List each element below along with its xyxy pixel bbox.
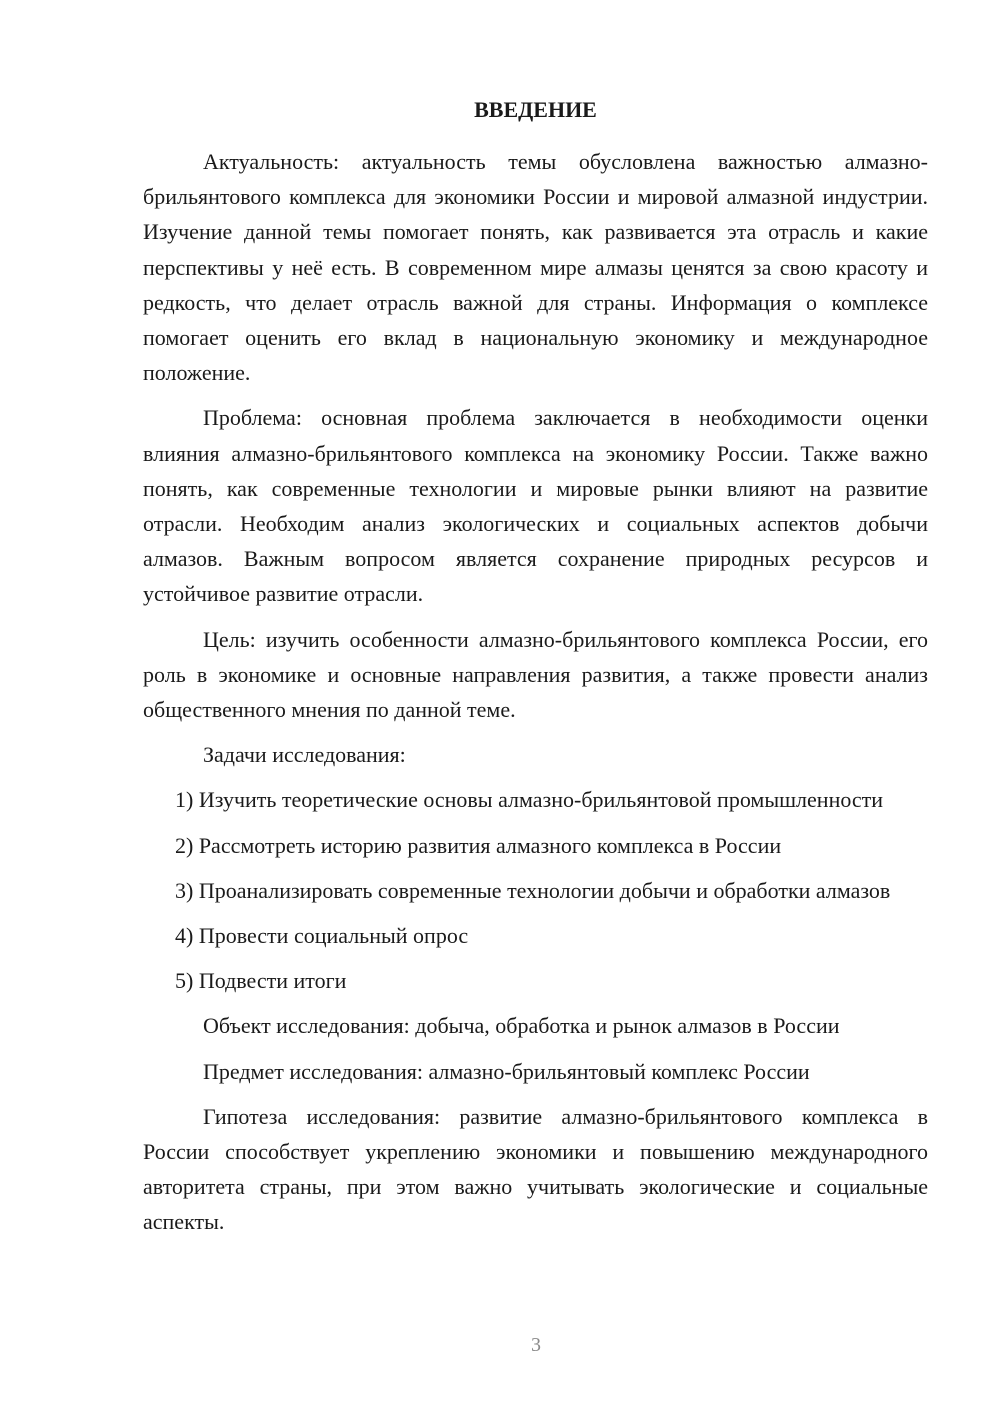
paragraph-goal: Цель: изучить особенности алмазно-брильянтового комплекса России, его роль в экономике и основные направления развития, а также провести анализ общественного мнения по данной теме. xyxy=(143,626,928,723)
section-heading: ВВЕДЕНИЕ xyxy=(474,97,597,122)
research-hypothesis: Гипотеза исследования: развитие алмазно-брильянтового комплекса в России способствует укреплению экономики и повышению международного авторитета страны, при этом важно учитывать экологические и социальные аспекты. xyxy=(143,1103,928,1235)
paragraph-relevance: Актуальность: актуальность темы обусловлена важностью алмазно-брильянтового комплекса для экономики России и мировой алмазной индустрии. Изучение данной темы помогает понять, как развивается эта отрасль и какие перспективы у неё есть. В современном мире алмазы ценятся за свою красоту и редкость, что делает отрасль важной для страны. Информация о комплексе помогает оценить его вклад в национальную экономику и международное положение. xyxy=(143,149,928,386)
page-number: 3 xyxy=(531,1334,541,1356)
page-content xyxy=(143,92,928,1250)
task-item-3: 3) Проанализировать современные технологии добычи и обработки алмазов xyxy=(175,877,891,903)
task-item-2: 2) Рассмотреть историю развития алмазного комплекса в России xyxy=(175,832,782,858)
paragraph-problem: Проблема: основная проблема заключается в необходимости оценки влияния алмазно-брильянтового комплекса на экономику России. Также важно понять, как современные технологии и мировые рынки влияют на развитие отрасли. Необходим анализ экологических и социальных аспектов добычи алмазов. Важным вопросом является сохранение природных ресурсов и устойчивое развитие отрасли. xyxy=(143,405,928,607)
research-subject: Предмет исследования: алмазно-брильянтовый комплекс России xyxy=(203,1058,810,1084)
task-item-5: 5) Подвести итоги xyxy=(175,968,347,994)
research-object: Объект исследования: добыча, обработка и рынок алмазов в России xyxy=(203,1013,840,1039)
task-item-1: 1) Изучить теоретические основы алмазно-брильянтовой промышленности xyxy=(175,787,884,813)
task-item-4: 4) Провести социальный опрос xyxy=(175,923,469,949)
tasks-title: Задачи исследования: xyxy=(203,742,406,768)
